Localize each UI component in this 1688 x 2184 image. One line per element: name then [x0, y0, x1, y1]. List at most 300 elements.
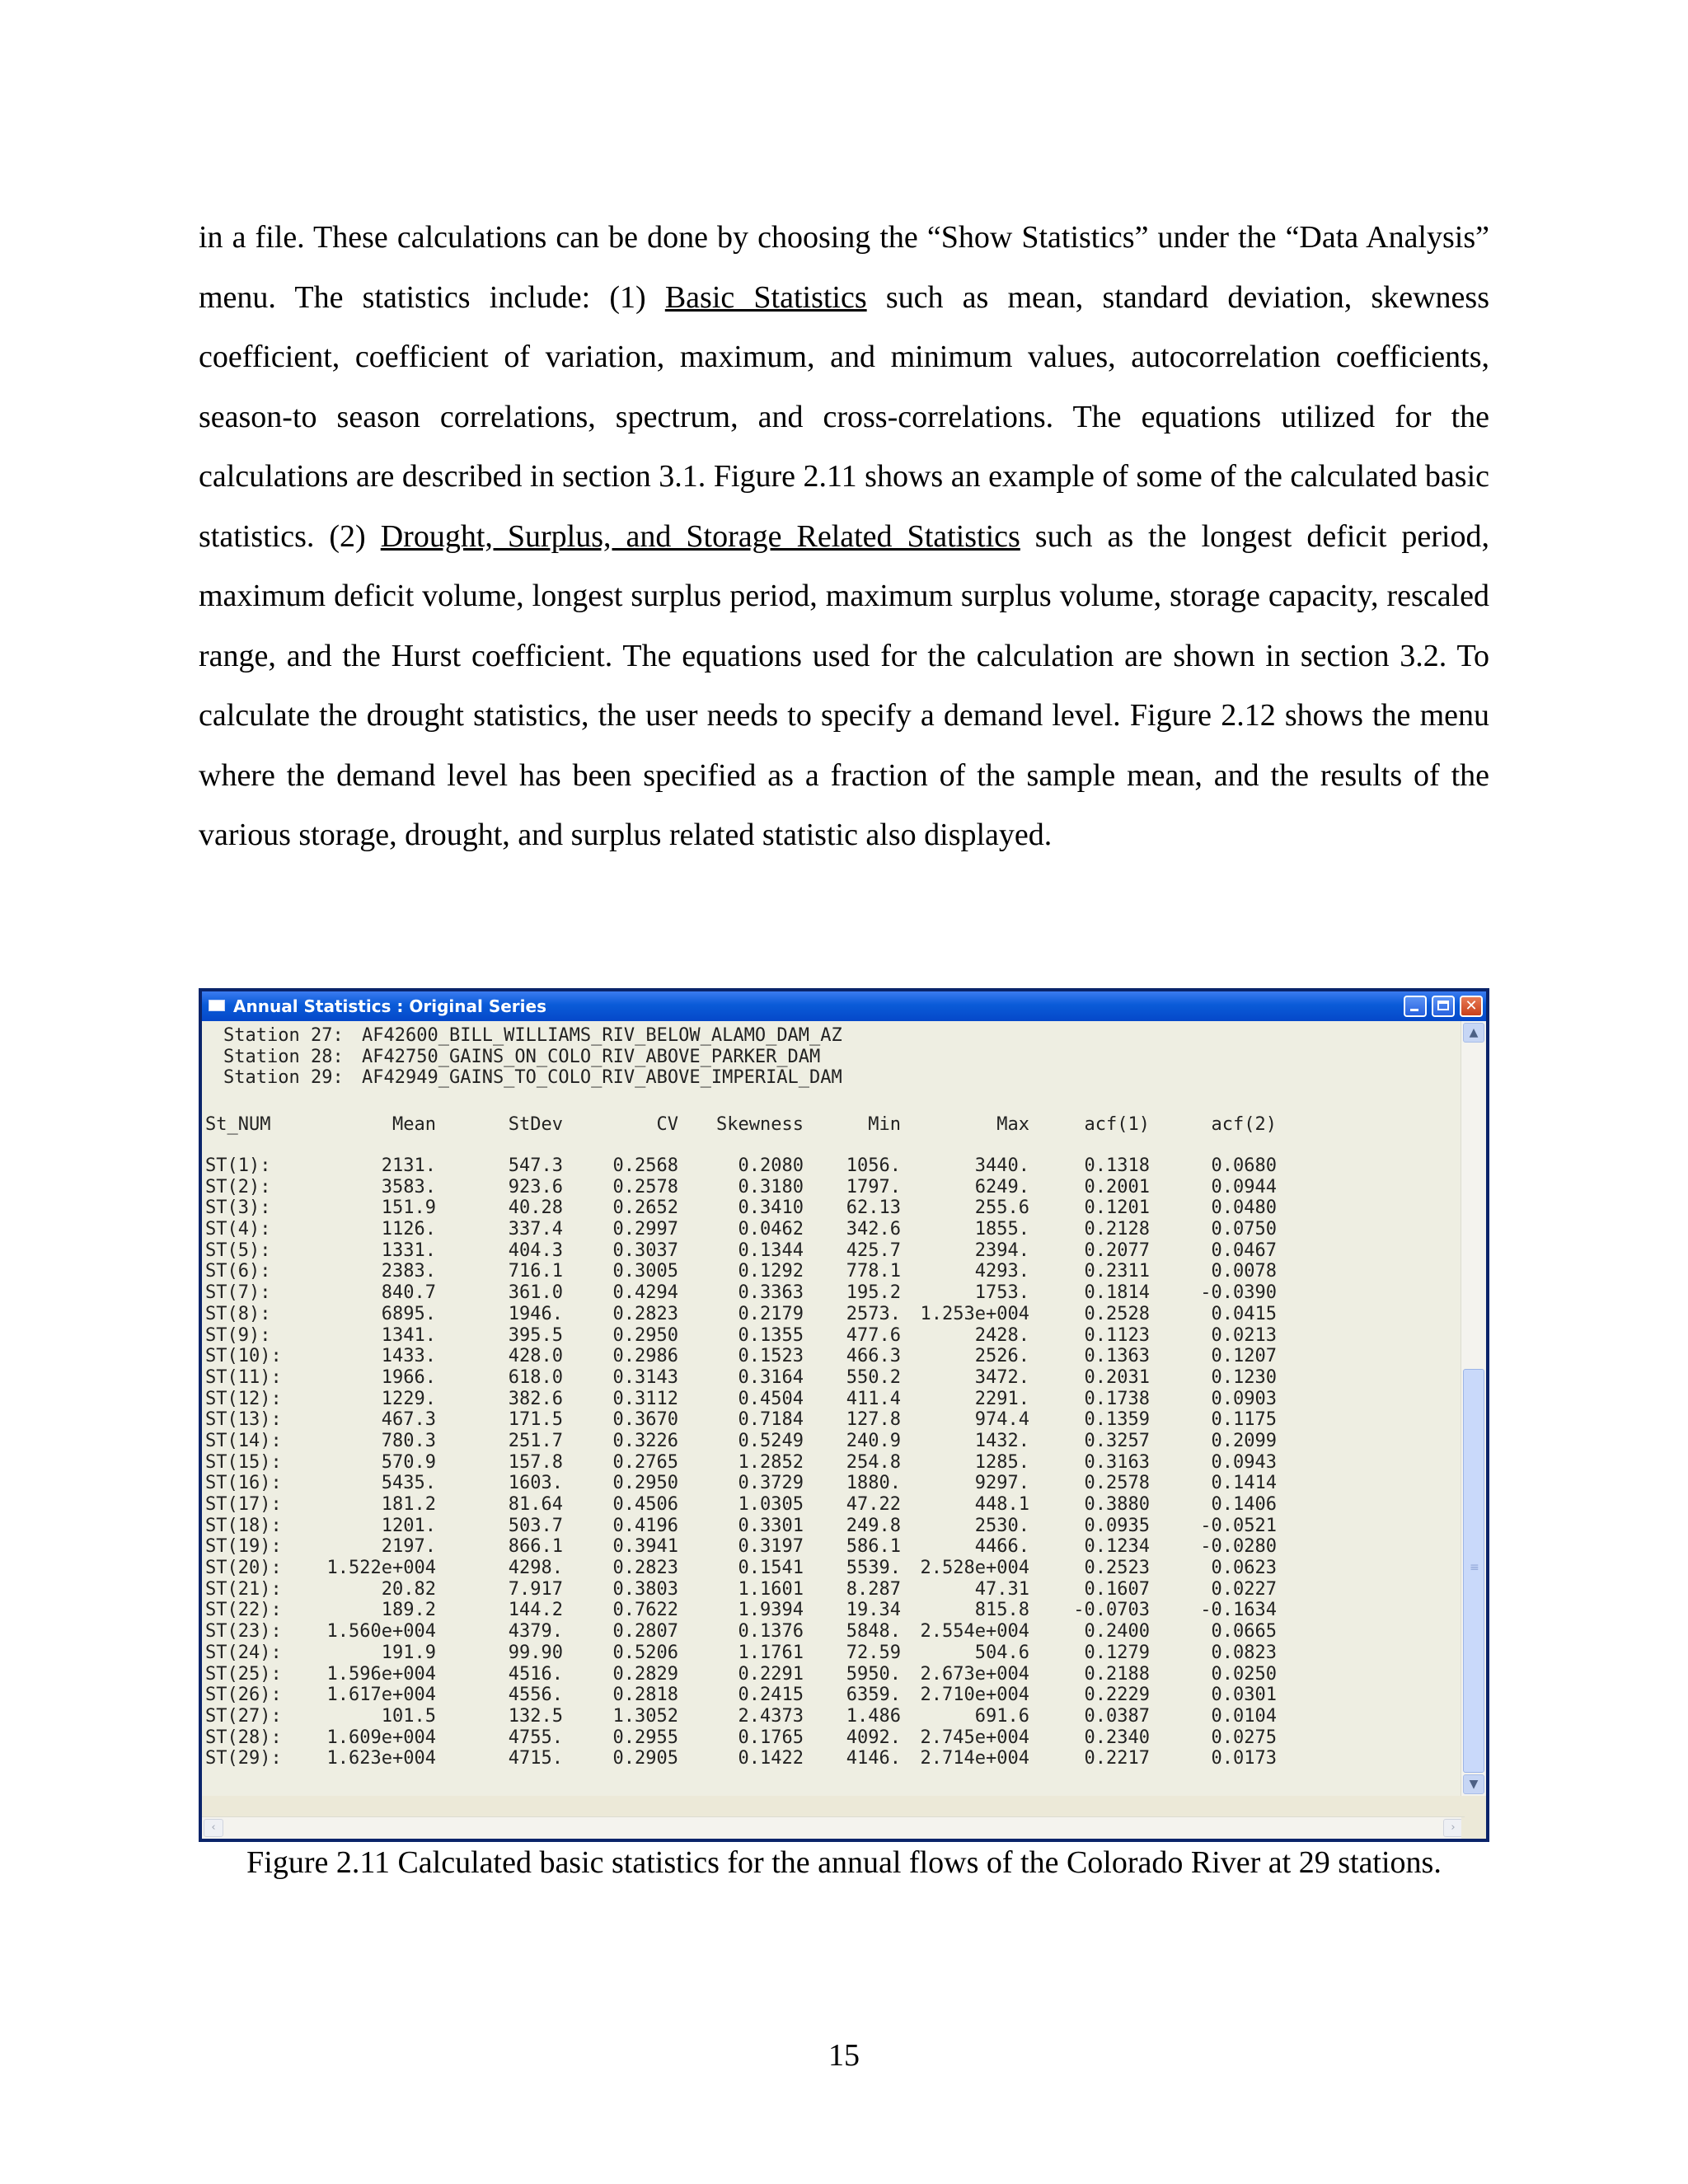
station-id-cell: ST(28): [205, 1727, 282, 1748]
table-cell: 547.3 [508, 1155, 563, 1176]
station-name: AF42600_BILL_WILLIAMS_RIV_BELOW_ALAMO_DAM_AZ [362, 1025, 842, 1046]
table-cell: 0.5249 [738, 1430, 804, 1451]
table-cell: 0.2950 [612, 1473, 678, 1494]
table-cell: 0.0665 [1211, 1621, 1277, 1643]
table-cell: 1.522e+004 [326, 1558, 436, 1579]
table-cell: 0.1318 [1084, 1155, 1150, 1176]
table-cell: 4715. [508, 1748, 563, 1769]
table-cell: 40.28 [508, 1197, 563, 1219]
table-cell: 3472. [974, 1366, 1029, 1388]
table-cell: 62.13 [846, 1197, 901, 1219]
table-cell: 0.3803 [612, 1578, 678, 1600]
table-cell: 3440. [974, 1155, 1029, 1176]
table-cell: 0.0078 [1211, 1261, 1277, 1282]
table-row [205, 1473, 1458, 1494]
table-cell: 4466. [974, 1536, 1029, 1558]
station-id-cell: ST(9): [205, 1324, 271, 1346]
table-cell: 337.4 [508, 1219, 563, 1240]
table-cell: 0.3410 [738, 1197, 804, 1219]
table-cell: 0.1230 [1211, 1366, 1277, 1388]
table-row [205, 1621, 1458, 1643]
statistics-table [205, 1155, 1458, 1769]
maximize-icon[interactable] [1432, 996, 1455, 1017]
table-cell: 0.0275 [1211, 1727, 1277, 1748]
table-row [205, 1325, 1458, 1347]
table-cell: 0.2986 [612, 1346, 678, 1367]
table-row [205, 1304, 1458, 1325]
table-cell: 72.59 [846, 1642, 901, 1663]
station-id-cell: ST(11): [205, 1366, 282, 1388]
station-id-cell: ST(18): [205, 1515, 282, 1536]
table-cell: 1.9394 [738, 1600, 804, 1621]
table-row [205, 1409, 1458, 1431]
station-id-cell: ST(7): [205, 1282, 271, 1304]
column-header: St_NUM [205, 1114, 271, 1135]
page-number: 15 [828, 2038, 860, 2073]
table-cell: 2526. [974, 1346, 1029, 1367]
table-cell: 1.609e+004 [326, 1727, 436, 1748]
table-cell: 0.2905 [612, 1748, 678, 1769]
table-cell: 1285. [974, 1451, 1029, 1473]
table-cell: 0.4294 [612, 1282, 678, 1304]
table-cell: 6249. [974, 1176, 1029, 1197]
station-id-cell: ST(22): [205, 1600, 282, 1621]
table-cell: 0.3880 [1084, 1494, 1150, 1515]
scrollbar-corner [1461, 1817, 1486, 1839]
table-cell: 2.673e+004 [920, 1663, 1029, 1685]
table-cell: 0.3363 [738, 1282, 804, 1304]
table-cell: 1603. [508, 1473, 563, 1494]
table-cell: 411.4 [846, 1388, 901, 1409]
table-row [205, 1727, 1458, 1749]
station-id-cell: ST(14): [205, 1430, 282, 1451]
table-cell: 691.6 [974, 1705, 1029, 1727]
table-row [205, 1346, 1458, 1367]
table-cell: 2.528e+004 [920, 1558, 1029, 1579]
column-header: acf(2) [1211, 1114, 1277, 1135]
table-cell: 0.3164 [738, 1366, 804, 1388]
table-cell: 2530. [974, 1515, 1029, 1536]
table-cell: 5435. [381, 1473, 436, 1494]
table-cell: 2394. [974, 1240, 1029, 1261]
table-cell: 0.7184 [738, 1409, 804, 1431]
table-cell: 0.1523 [738, 1346, 804, 1367]
table-cell: 127.8 [846, 1409, 901, 1431]
table-cell: 47.31 [974, 1578, 1029, 1600]
station-id-cell: ST(16): [205, 1473, 282, 1494]
table-cell: 1855. [974, 1219, 1029, 1240]
table-cell: 2197. [381, 1536, 436, 1558]
table-row [205, 1706, 1458, 1727]
table-row [205, 1600, 1458, 1621]
table-cell: 0.2188 [1084, 1663, 1150, 1685]
station-name: AF42949_GAINS_TO_COLO_RIV_ABOVE_IMPERIAL_DAM [362, 1067, 842, 1089]
table-row [205, 1494, 1458, 1516]
table-cell: 361.0 [508, 1282, 563, 1304]
table-cell: 4298. [508, 1558, 563, 1579]
table-cell: 0.2818 [612, 1685, 678, 1706]
table-cell: 1.253e+004 [920, 1303, 1029, 1324]
station-id-cell: ST(21): [205, 1578, 282, 1600]
table-cell: 1.617e+004 [326, 1685, 436, 1706]
station-id-cell: ST(26): [205, 1685, 282, 1706]
table-cell: 0.5206 [612, 1642, 678, 1663]
table-cell: 254.8 [846, 1451, 901, 1473]
table-cell: 99.90 [508, 1642, 563, 1663]
table-cell: 6359. [846, 1685, 901, 1706]
column-header: CV [656, 1114, 678, 1135]
table-cell: 2428. [974, 1324, 1029, 1346]
table-cell: 1753. [974, 1282, 1029, 1304]
table-cell: 0.1344 [738, 1240, 804, 1261]
table-cell: 157.8 [508, 1451, 563, 1473]
table-cell: 0.1406 [1211, 1494, 1277, 1515]
table-cell: 618.0 [508, 1366, 563, 1388]
table-cell: 0.0623 [1211, 1558, 1277, 1579]
table-cell: 570.9 [381, 1451, 436, 1473]
table-cell: 0.2128 [1084, 1219, 1150, 1240]
table-cell: 0.2099 [1211, 1430, 1277, 1451]
table-cell: 840.7 [381, 1282, 436, 1304]
table-cell: 2.714e+004 [920, 1748, 1029, 1769]
table-cell: 477.6 [846, 1324, 901, 1346]
column-header: Min [868, 1114, 901, 1135]
table-row [205, 1664, 1458, 1685]
table-cell: 0.3729 [738, 1473, 804, 1494]
table-cell: 6895. [381, 1303, 436, 1324]
table-cell: 0.2291 [738, 1663, 804, 1685]
table-cell: 0.2578 [612, 1176, 678, 1197]
station-id-cell: ST(25): [205, 1663, 282, 1685]
table-cell: 240.9 [846, 1430, 901, 1451]
paragraph-text-3: such as the longest deficit period, maximum deficit volume, longest surplus period, maximum surplus volume, storage capacity, rescaled range, and the Hurst coefficient. The equations used for the calculation are shown in section 3.2. To calculate the drought statistics, the user needs to specify a demand level. Figure 2.12 shows the menu where the demand level has been specified as a fraction of the sample mean, and the results of the various storage, drought, and surplus related statistic also displayed. [199, 518, 1489, 852]
table-cell: 0.0462 [738, 1219, 804, 1240]
table-cell: 2.710e+004 [920, 1685, 1029, 1706]
table-cell: 1.1761 [738, 1642, 804, 1663]
station-id-cell: ST(15): [205, 1451, 282, 1473]
table-cell: 0.2823 [612, 1558, 678, 1579]
table-cell: 0.0903 [1211, 1388, 1277, 1409]
table-cell: 0.1414 [1211, 1473, 1277, 1494]
scroll-up-icon[interactable]: ▲ [1463, 1023, 1484, 1043]
table-cell: 0.2568 [612, 1155, 678, 1176]
table-cell: 1797. [846, 1176, 901, 1197]
station-id-cell: ST(20): [205, 1558, 282, 1579]
table-cell: 1.486 [846, 1705, 901, 1727]
table-cell: 0.2829 [612, 1663, 678, 1685]
table-cell: 0.2001 [1084, 1176, 1150, 1197]
table-row [205, 1643, 1458, 1664]
table-cell: 0.2229 [1084, 1685, 1150, 1706]
station-id-cell: ST(8): [205, 1303, 271, 1324]
table-row [205, 1389, 1458, 1410]
table-row [205, 1240, 1458, 1262]
table-header [205, 1114, 1458, 1136]
table-cell: 0.0750 [1211, 1219, 1277, 1240]
minimize-icon[interactable] [1404, 996, 1427, 1017]
column-header: Skewness [716, 1114, 804, 1135]
table-cell: 0.1363 [1084, 1346, 1150, 1367]
table-cell: 2383. [381, 1261, 436, 1282]
table-cell: 1229. [381, 1388, 436, 1409]
window-title: Annual Statistics : Original Series [233, 996, 546, 1016]
table-cell: 0.1279 [1084, 1642, 1150, 1663]
table-cell: 8.287 [846, 1578, 901, 1600]
table-cell: 2.745e+004 [920, 1727, 1029, 1748]
table-cell: 0.0944 [1211, 1176, 1277, 1197]
table-cell: 428.0 [508, 1346, 563, 1367]
station-line [223, 1025, 842, 1047]
table-cell: 1946. [508, 1303, 563, 1324]
table-cell: 0.2031 [1084, 1366, 1150, 1388]
table-cell: 0.3005 [612, 1261, 678, 1282]
table-cell: 0.2523 [1084, 1558, 1150, 1579]
table-cell: 151.9 [381, 1197, 436, 1219]
table-cell: 1.1601 [738, 1578, 804, 1600]
table-cell: 425.7 [846, 1240, 901, 1261]
horizontal-scrollbar[interactable] [202, 1816, 1465, 1839]
scroll-left-icon[interactable]: ‹ [204, 1819, 223, 1837]
table-cell: 0.4196 [612, 1515, 678, 1536]
table-cell: 0.1814 [1084, 1282, 1150, 1304]
table-cell: 0.1234 [1084, 1536, 1150, 1558]
table-cell: 923.6 [508, 1176, 563, 1197]
table-cell: 195.2 [846, 1282, 901, 1304]
table-cell: 0.3226 [612, 1430, 678, 1451]
table-cell: 1966. [381, 1366, 436, 1388]
table-cell: 1.3052 [612, 1705, 678, 1727]
station-label: Station 28: [223, 1046, 344, 1067]
table-cell: 1.0305 [738, 1494, 804, 1515]
table-cell: 0.3143 [612, 1366, 678, 1388]
table-cell: 716.1 [508, 1261, 563, 1282]
table-cell: 2.554e+004 [920, 1621, 1029, 1643]
table-row [205, 1155, 1458, 1177]
table-cell: 0.2415 [738, 1685, 804, 1706]
table-cell: 0.3180 [738, 1176, 804, 1197]
table-cell: 0.3301 [738, 1515, 804, 1536]
table-cell: 503.7 [508, 1515, 563, 1536]
table-cell: 1201. [381, 1515, 436, 1536]
table-cell: 778.1 [846, 1261, 901, 1282]
table-row [205, 1367, 1458, 1389]
table-cell: 0.2179 [738, 1303, 804, 1324]
table-cell: 0.2950 [612, 1324, 678, 1346]
table-cell: -0.1634 [1200, 1600, 1277, 1621]
scroll-thumb[interactable] [1463, 1369, 1484, 1773]
table-cell: 0.2997 [612, 1219, 678, 1240]
table-cell: 2291. [974, 1388, 1029, 1409]
window-titlebar[interactable] [202, 991, 1486, 1021]
table-cell: 0.3037 [612, 1240, 678, 1261]
table-cell: 0.2311 [1084, 1261, 1150, 1282]
table-row [205, 1219, 1458, 1240]
table-cell: 47.22 [846, 1494, 901, 1515]
paragraph-text-1: in a file. These calculations can be done by choosing the “Show Statistics” under the “Data Analysis” menu. The statistics include: (1) [199, 220, 1489, 315]
table-cell: 132.5 [508, 1705, 563, 1727]
table-cell: 466.3 [846, 1346, 901, 1367]
vertical-scrollbar[interactable] [1461, 1021, 1486, 1796]
table-cell: 251.7 [508, 1430, 563, 1451]
table-cell: 0.0104 [1211, 1705, 1277, 1727]
station-id-cell: ST(23): [205, 1621, 282, 1643]
table-cell: 4092. [846, 1727, 901, 1748]
station-id-cell: ST(2): [205, 1176, 271, 1197]
table-cell: 2.4373 [738, 1705, 804, 1727]
station-list [223, 1025, 842, 1089]
table-row [205, 1431, 1458, 1452]
scroll-right-icon[interactable]: › [1443, 1819, 1463, 1837]
table-row [205, 1261, 1458, 1282]
table-row [205, 1177, 1458, 1198]
table-cell: 0.1175 [1211, 1409, 1277, 1431]
table-cell: 0.2340 [1084, 1727, 1150, 1748]
station-id-cell: ST(4): [205, 1219, 271, 1240]
table-cell: 0.1201 [1084, 1197, 1150, 1219]
table-row [205, 1536, 1458, 1558]
table-row [205, 1748, 1458, 1769]
station-id-cell: ST(1): [205, 1155, 271, 1176]
table-cell: 4379. [508, 1621, 563, 1643]
table-cell: 0.0823 [1211, 1642, 1277, 1663]
table-cell: 4516. [508, 1663, 563, 1685]
table-cell: 0.3197 [738, 1536, 804, 1558]
table-cell: 0.2652 [612, 1197, 678, 1219]
table-cell: 5950. [846, 1663, 901, 1685]
table-cell: 191.9 [381, 1642, 436, 1663]
paragraph-text-2: such as mean, standard deviation, skewness coefficient, coefficient of variation, maximum, and minimum values, autocorrelation coefficients, season-to season correlations, spectrum, and cross-correlations. The equations utilized for the calculations are described in section 3.1. Figure 2.11 shows an example of some of the calculated basic statistics. (2) [199, 279, 1490, 554]
table-cell: 0.4506 [612, 1494, 678, 1515]
table-cell: 1126. [381, 1219, 436, 1240]
table-cell: 2131. [381, 1155, 436, 1176]
table-cell: 3583. [381, 1176, 436, 1197]
table-cell: 0.1359 [1084, 1409, 1150, 1431]
table-cell: 780.3 [381, 1430, 436, 1451]
table-cell: 9297. [974, 1473, 1029, 1494]
table-cell: 0.4504 [738, 1388, 804, 1409]
column-header: Mean [392, 1114, 436, 1135]
table-row [205, 1282, 1458, 1304]
station-line [223, 1067, 842, 1089]
table-cell: 504.6 [974, 1642, 1029, 1663]
table-cell: 0.2217 [1084, 1748, 1150, 1769]
statistics-output [202, 1021, 1465, 1796]
table-cell: 0.2080 [738, 1155, 804, 1176]
table-cell: 342.6 [846, 1219, 901, 1240]
table-cell: 5539. [846, 1558, 901, 1579]
station-id-cell: ST(6): [205, 1261, 271, 1282]
annual-statistics-window [199, 988, 1489, 1842]
table-cell: 5848. [846, 1621, 901, 1643]
station-id-cell: ST(19): [205, 1536, 282, 1558]
table-cell: 0.1123 [1084, 1324, 1150, 1346]
table-cell: 0.3941 [612, 1536, 678, 1558]
table-cell: 1.623e+004 [326, 1748, 436, 1769]
drought-statistics-underlined: Drought, Surplus, and Storage Related Statistics [380, 518, 1020, 554]
table-cell: 2573. [846, 1303, 901, 1324]
table-cell: 0.2400 [1084, 1621, 1150, 1643]
table-cell: 0.1541 [738, 1558, 804, 1579]
table-cell: 181.2 [381, 1494, 436, 1515]
table-cell: 4293. [974, 1261, 1029, 1282]
table-cell: 1056. [846, 1155, 901, 1176]
table-cell: 0.1738 [1084, 1388, 1150, 1409]
table-cell: 1.2852 [738, 1451, 804, 1473]
table-cell: 974.4 [974, 1409, 1029, 1431]
table-cell: 249.8 [846, 1515, 901, 1536]
table-cell: 0.3163 [1084, 1451, 1150, 1473]
table-row [205, 1452, 1458, 1474]
table-cell: 0.0387 [1084, 1705, 1150, 1727]
table-row [205, 1197, 1458, 1219]
table-cell: 0.1422 [738, 1748, 804, 1769]
station-id-cell: ST(10): [205, 1346, 282, 1367]
table-cell: 0.0480 [1211, 1197, 1277, 1219]
window-icon [209, 1000, 225, 1011]
table-cell: 0.2528 [1084, 1303, 1150, 1324]
station-id-cell: ST(3): [205, 1197, 271, 1219]
table-cell: 0.2578 [1084, 1473, 1150, 1494]
table-cell: 467.3 [381, 1409, 436, 1431]
table-cell: 189.2 [381, 1600, 436, 1621]
table-cell: 1.596e+004 [326, 1663, 436, 1685]
table-cell: 0.2077 [1084, 1240, 1150, 1261]
column-header: StDev [508, 1114, 563, 1135]
station-name: AF42750_GAINS_ON_COLO_RIV_ABOVE_PARKER_DAM [362, 1046, 821, 1067]
table-cell: 0.0173 [1211, 1748, 1277, 1769]
table-cell: 0.0680 [1211, 1155, 1277, 1176]
table-cell: 550.2 [846, 1366, 901, 1388]
table-cell: -0.0703 [1073, 1600, 1150, 1621]
table-cell: 4755. [508, 1727, 563, 1748]
table-cell: 0.1292 [738, 1261, 804, 1282]
table-cell: -0.0280 [1200, 1536, 1277, 1558]
table-cell: 815.8 [974, 1600, 1029, 1621]
table-cell: 0.0250 [1211, 1663, 1277, 1685]
table-row [205, 1685, 1458, 1706]
table-cell: 1880. [846, 1473, 901, 1494]
station-label: Station 27: [223, 1025, 344, 1046]
column-header: Max [996, 1114, 1029, 1135]
table-cell: 1.560e+004 [326, 1621, 436, 1643]
station-id-cell: ST(29): [205, 1748, 282, 1769]
table-cell: 404.3 [508, 1240, 563, 1261]
table-cell: 0.0213 [1211, 1324, 1277, 1346]
table-cell: 171.5 [508, 1409, 563, 1431]
table-cell: 1433. [381, 1346, 436, 1367]
table-cell: 4556. [508, 1685, 563, 1706]
table-cell: 448.1 [974, 1494, 1029, 1515]
table-cell: 0.0935 [1084, 1515, 1150, 1536]
scroll-down-icon[interactable]: ▼ [1463, 1774, 1484, 1794]
column-header: acf(1) [1084, 1114, 1150, 1135]
table-cell: 0.1376 [738, 1621, 804, 1643]
table-cell: 0.1355 [738, 1324, 804, 1346]
table-cell: 20.82 [381, 1578, 436, 1600]
close-icon[interactable]: ✕ [1460, 996, 1483, 1017]
station-label: Station 29: [223, 1067, 344, 1089]
table-cell: 0.0415 [1211, 1303, 1277, 1324]
table-cell: 0.1765 [738, 1727, 804, 1748]
table-cell: 0.1207 [1211, 1346, 1277, 1367]
table-row [205, 1558, 1458, 1579]
table-cell: 0.0227 [1211, 1578, 1277, 1600]
table-cell: 1331. [381, 1240, 436, 1261]
table-cell: 866.1 [508, 1536, 563, 1558]
table-cell: 0.3257 [1084, 1430, 1150, 1451]
table-cell: 7.917 [508, 1578, 563, 1600]
body-paragraph [199, 208, 1489, 865]
